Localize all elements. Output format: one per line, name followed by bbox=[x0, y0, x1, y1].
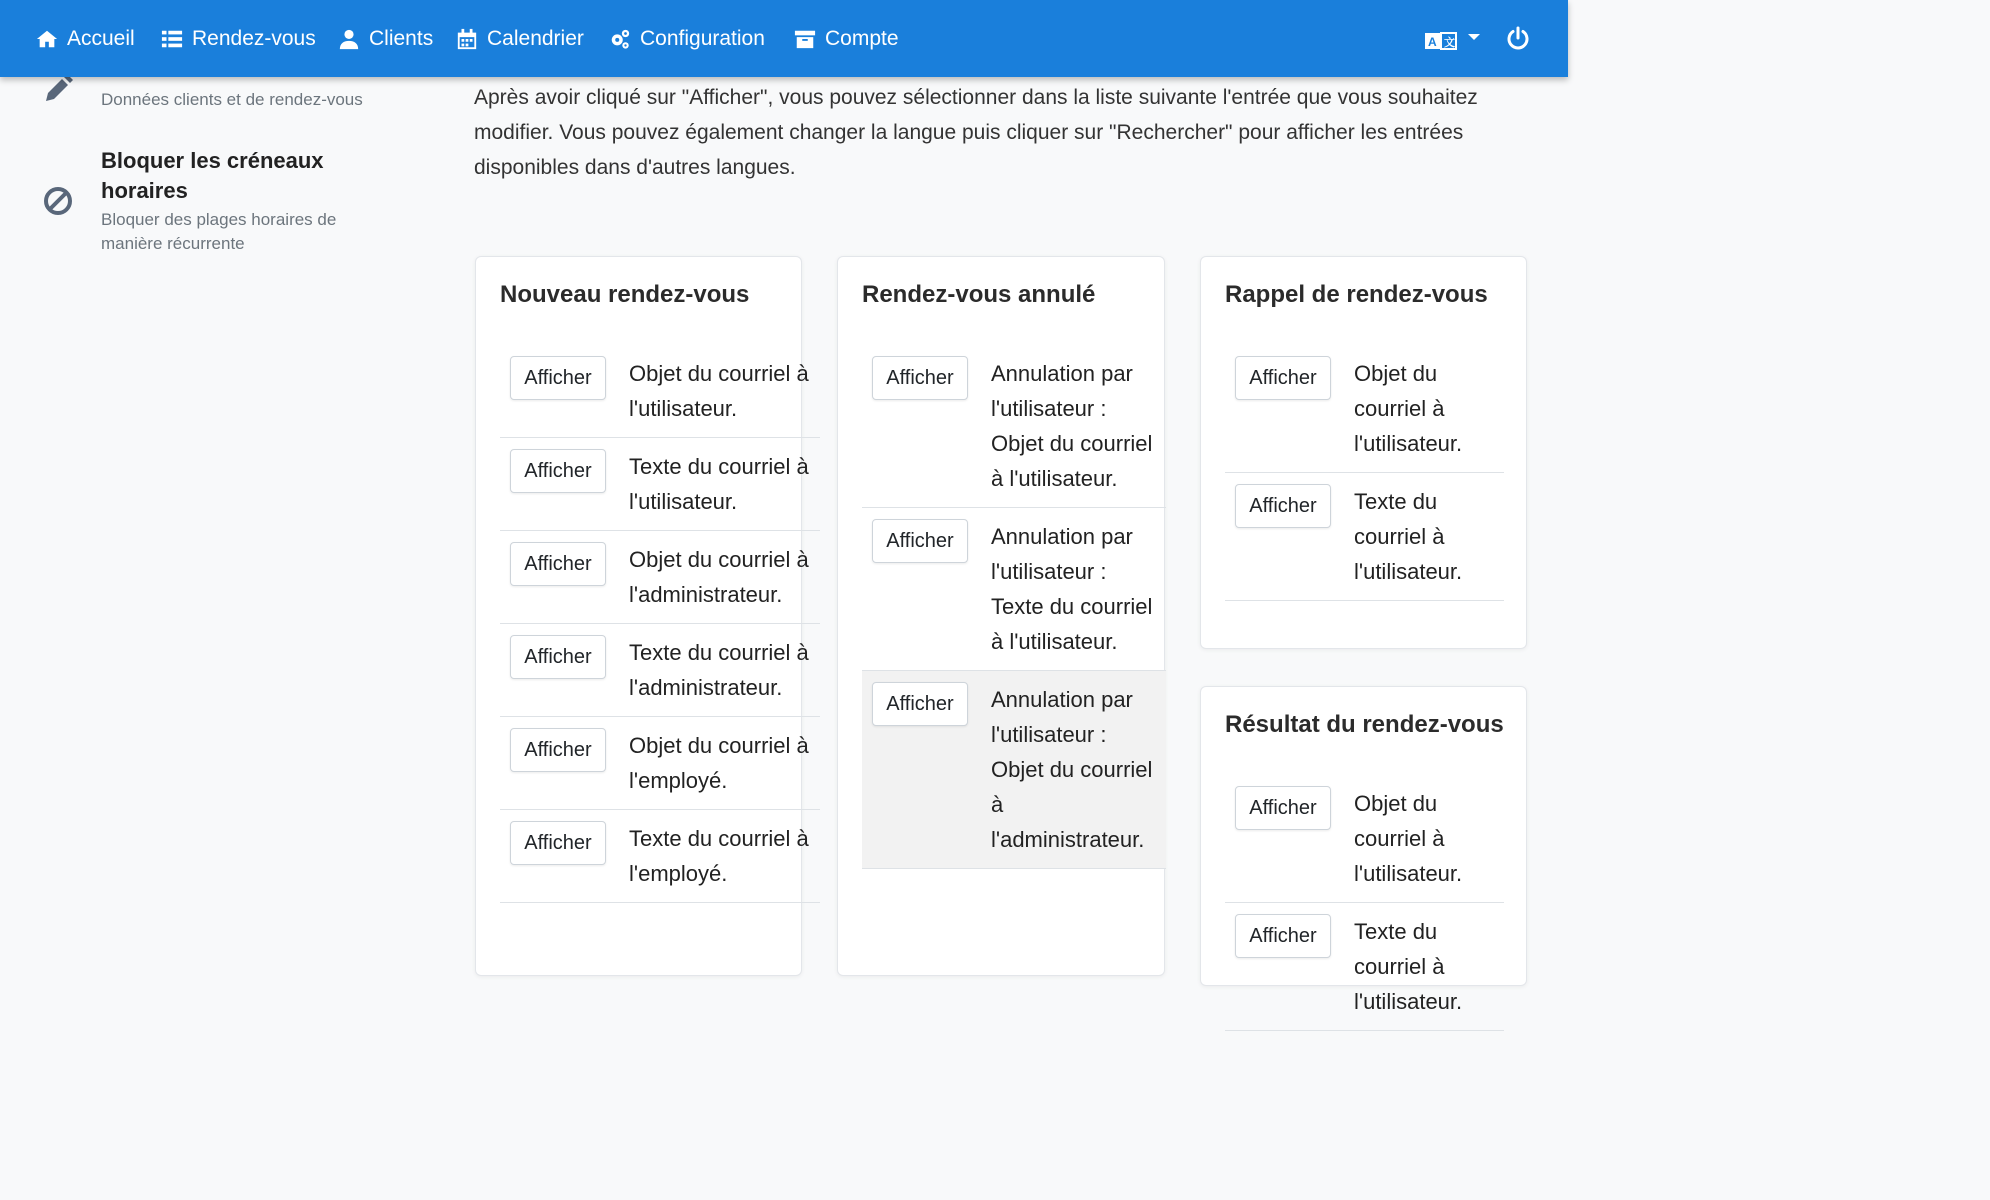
sidebar-item-subtitle: Données clients et de rendez-vous bbox=[101, 90, 363, 109]
email-list bbox=[862, 345, 1166, 869]
archive-icon bbox=[794, 28, 816, 50]
svg-text:文: 文 bbox=[1444, 37, 1455, 49]
list-item bbox=[1225, 473, 1504, 601]
language-dropdown[interactable] bbox=[1424, 28, 1484, 54]
list-item-label: Annulation par l'utilisateur : Objet du courriel à l'utilisateur. bbox=[991, 361, 1153, 491]
sidebar-item-subtitle: Bloquer des plages horaires de manière récurrente bbox=[101, 210, 337, 253]
list-item-label: Objet du courriel à l'utilisateur. bbox=[1354, 791, 1463, 886]
nav-accueil[interactable] bbox=[36, 24, 135, 54]
list-item bbox=[862, 345, 1166, 508]
list-item bbox=[500, 531, 820, 624]
calendar-icon bbox=[456, 28, 478, 50]
nav-compte[interactable] bbox=[794, 24, 899, 54]
cogs-icon bbox=[609, 28, 631, 50]
card-rendez-vous-annule bbox=[837, 256, 1165, 976]
list-item-label: Texte du courriel à l'utilisateur. bbox=[629, 454, 809, 514]
card-title: Rappel de rendez-vous bbox=[1225, 281, 1488, 308]
list-item-label: Objet du courriel à l'employé. bbox=[629, 733, 809, 793]
show-button[interactable]: Afficher bbox=[510, 542, 606, 586]
nav-configuration-label: Configuration bbox=[640, 27, 765, 50]
show-button[interactable]: Afficher bbox=[510, 356, 606, 400]
nav-clients-label: Clients bbox=[369, 27, 434, 50]
show-button[interactable]: Afficher bbox=[1235, 786, 1331, 830]
show-button[interactable]: Afficher bbox=[510, 728, 606, 772]
nav-rendez-vous[interactable] bbox=[161, 24, 316, 54]
show-button[interactable]: Afficher bbox=[872, 356, 968, 400]
list-item-label: Annulation par l'utilisateur : Objet du courriel à l'administrateur. bbox=[991, 687, 1153, 852]
card-rappel-de-rendez-vous bbox=[1200, 256, 1527, 649]
nav-clients[interactable] bbox=[338, 24, 433, 54]
show-button[interactable]: Afficher bbox=[872, 519, 968, 563]
list-item bbox=[862, 508, 1166, 671]
list-item-label: Texte du courriel à l'administrateur. bbox=[629, 640, 809, 700]
show-button[interactable]: Afficher bbox=[1235, 914, 1331, 958]
list-item bbox=[1225, 903, 1504, 1031]
list-item bbox=[862, 671, 1166, 869]
nav-calendrier[interactable] bbox=[456, 24, 584, 54]
sidebar-item-title: Bloquer les créneaux horaires bbox=[101, 148, 324, 203]
list-item-label: Objet du courriel à l'utilisateur. bbox=[629, 361, 809, 421]
list-item bbox=[1225, 775, 1504, 903]
nav-rendez-vous-label: Rendez-vous bbox=[192, 27, 316, 50]
top-navbar bbox=[0, 0, 1568, 77]
list-item-label: Texte du courriel à l'utilisateur. bbox=[1354, 919, 1463, 1014]
pencil-icon bbox=[42, 73, 74, 105]
intro-text: Après avoir cliqué sur "Afficher", vous pouvez sélectionner dans la liste suivante l'entrée que vous souhaitez modifier. Vous pouvez également changer la langue puis cliquer sur "Rechercher" pour afficher les entrées disponibles dans d'autres langues. bbox=[474, 86, 1478, 179]
ban-icon bbox=[42, 185, 74, 217]
list-item bbox=[500, 438, 820, 531]
card-title: Résultat du rendez-vous bbox=[1225, 711, 1504, 738]
list-item-label: Texte du courriel à l'utilisateur. bbox=[1354, 489, 1463, 584]
nav-calendrier-label: Calendrier bbox=[487, 27, 584, 50]
card-title: Rendez-vous annulé bbox=[862, 281, 1096, 308]
card-nouveau-rendez-vous bbox=[475, 256, 809, 976]
show-button[interactable]: Afficher bbox=[510, 449, 606, 493]
nav-configuration[interactable] bbox=[609, 24, 765, 54]
svg-text:A: A bbox=[1428, 35, 1437, 49]
email-list bbox=[1225, 345, 1504, 601]
list-icon bbox=[161, 28, 183, 50]
email-list bbox=[1225, 775, 1504, 1031]
show-button[interactable]: Afficher bbox=[510, 821, 606, 865]
show-button[interactable]: Afficher bbox=[1235, 484, 1331, 528]
list-item bbox=[500, 624, 820, 717]
power-icon[interactable] bbox=[1505, 26, 1531, 52]
home-icon bbox=[36, 28, 58, 50]
list-item bbox=[1225, 345, 1504, 473]
email-list bbox=[500, 345, 820, 903]
sidebar bbox=[0, 77, 440, 946]
list-item-label: Texte du courriel à l'employé. bbox=[629, 826, 809, 886]
chevron-down-icon bbox=[1468, 34, 1480, 40]
user-icon bbox=[338, 28, 360, 50]
nav-accueil-label: Accueil bbox=[67, 27, 135, 50]
list-item-label: Objet du courriel à l'administrateur. bbox=[629, 547, 809, 607]
show-button[interactable]: Afficher bbox=[872, 682, 968, 726]
card-title: Nouveau rendez-vous bbox=[500, 281, 750, 308]
list-item bbox=[500, 345, 820, 438]
language-icon bbox=[1424, 31, 1458, 51]
list-item bbox=[500, 717, 820, 810]
show-button[interactable]: Afficher bbox=[1235, 356, 1331, 400]
list-item-label: Objet du courriel à l'utilisateur. bbox=[1354, 361, 1463, 456]
nav-compte-label: Compte bbox=[825, 27, 899, 50]
show-button[interactable]: Afficher bbox=[510, 635, 606, 679]
list-item-label: Annulation par l'utilisateur : Texte du courriel à l'utilisateur. bbox=[991, 524, 1153, 654]
card-resultat-du-rendez-vous bbox=[1200, 686, 1527, 1014]
list-item bbox=[500, 810, 820, 903]
